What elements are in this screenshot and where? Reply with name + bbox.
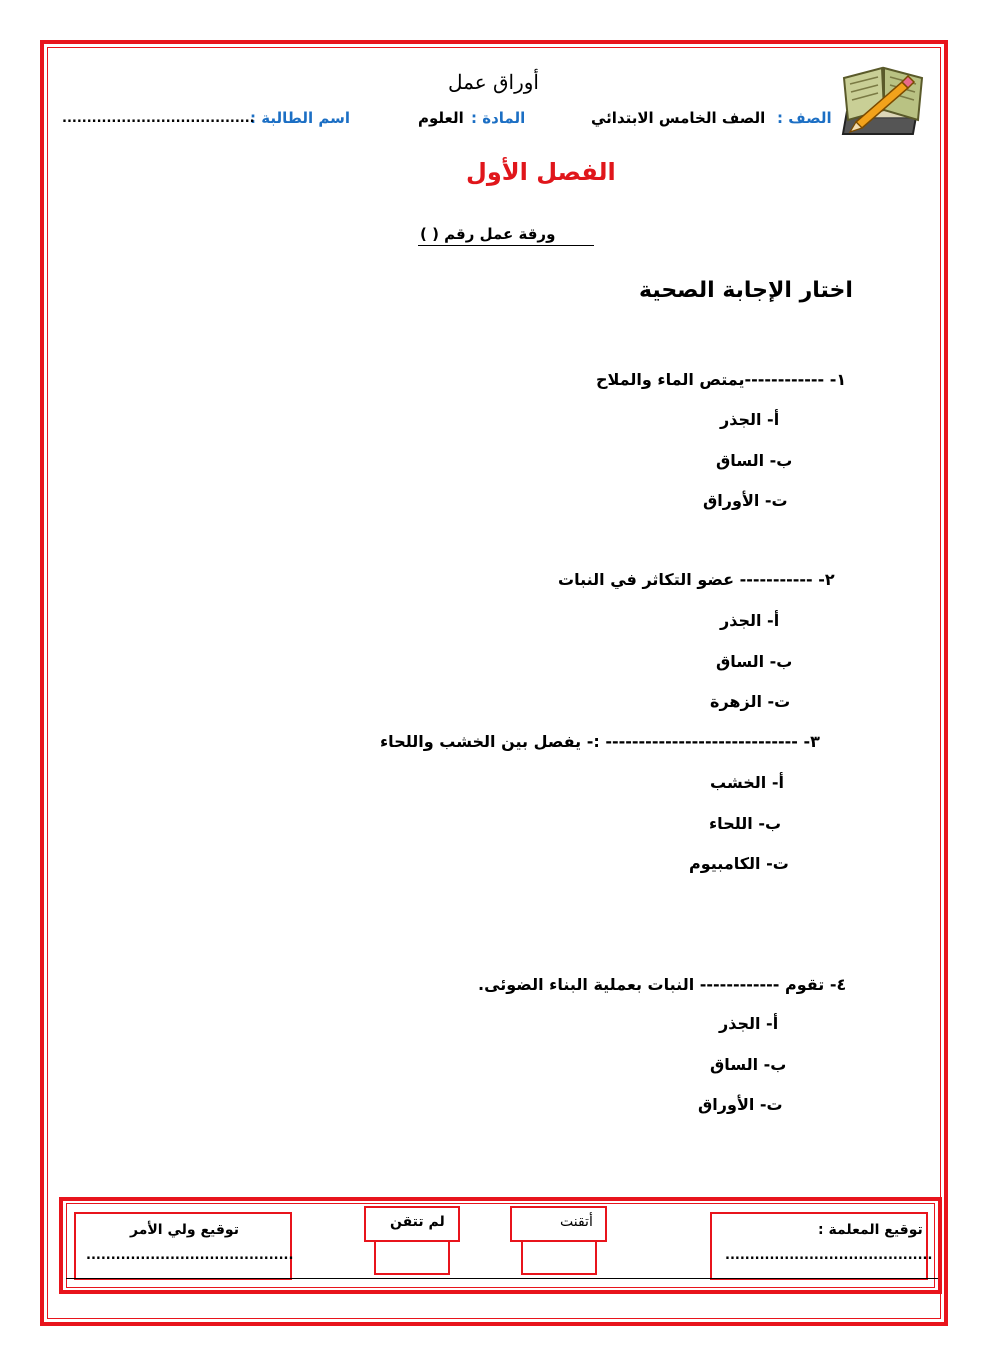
subject-label: المادة : [471,109,526,127]
teacher-signature-label: توقيع المعلمة : [818,1222,923,1238]
question-2: ٢- ----------- عضو التكاثر في النبات [558,570,835,589]
book-pencil-icon [836,60,932,144]
page-title: أوراق عمل [448,70,539,94]
q3-option-a[interactable]: أ- الخشب [710,773,784,792]
footer-baseline [66,1278,938,1279]
question-3: ٣- ----------------------------- :- يفصل بين الخشب واللحاء [380,732,820,751]
parent-signature-label: توقيع ولي الأمر [130,1222,239,1238]
teacher-signature-line: .......................................... [725,1248,933,1263]
q3-option-c[interactable]: ت- الكامبيوم [689,854,789,873]
parent-signature-line: .......................................... [86,1248,294,1263]
q1-option-c[interactable]: ت- الأوراق [703,491,788,510]
question-4: ٤- تقوم ------------ النبات بعملية البناء الضوئى. [478,975,847,994]
worksheet-number: ورقة عمل رقم ( ) [420,225,556,243]
q2-option-c[interactable]: ت- الزهرة [710,692,791,711]
student-name-label: اسم الطالبة : [250,109,350,127]
grade-value: الصف الخامس الابتدائي [591,109,766,127]
mastered-checkbox[interactable] [521,1240,597,1275]
not-mastered-label: لم تتقن [390,1214,445,1230]
q4-option-a[interactable]: أ- الجذر [719,1014,779,1033]
question-1: ١- ------------يمتص الماء والملاح [596,370,847,389]
q4-option-c[interactable]: ت- الأوراق [698,1095,783,1114]
q1-option-a[interactable]: أ- الجذر [720,410,780,429]
mastered-label: أتقنت [560,1214,593,1230]
not-mastered-checkbox[interactable] [374,1240,450,1275]
instruction: اختار الإجابة الصحية [639,278,853,303]
student-name-field[interactable]: ....................................... [62,111,255,126]
q2-option-a[interactable]: أ- الجذر [720,611,780,630]
worksheet-number-underline [418,245,594,246]
q3-option-b[interactable]: ب- اللحاء [709,814,782,833]
q4-option-b[interactable]: ب- الساق [710,1055,787,1074]
grade-label: الصف : [777,109,832,127]
q2-option-b[interactable]: ب- الساق [716,652,793,671]
subject-value: العلوم [418,109,464,127]
chapter-title: الفصل الأول [466,158,616,186]
q1-option-b[interactable]: ب- الساق [716,451,793,470]
